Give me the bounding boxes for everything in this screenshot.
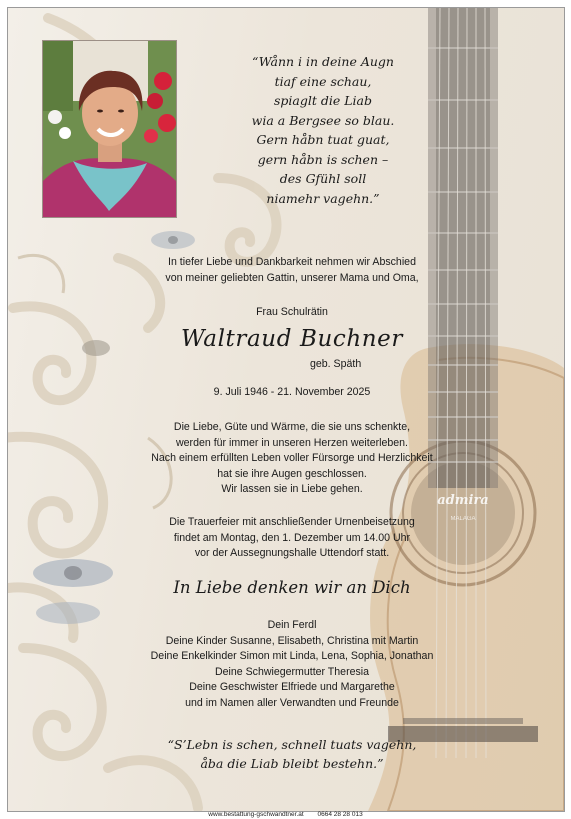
intro-line: von meiner geliebten Gattin, unserer Mama und Oma,: [165, 271, 419, 284]
intro-text: [102, 255, 482, 286]
footer: [0, 811, 571, 818]
portrait-photo: [42, 40, 177, 218]
memorial-heading: In Liebe denken wir an Dich: [173, 578, 411, 597]
mourner-line: Deine Kinder Susanne, Elisabeth, Christina mit Martin: [165, 634, 419, 647]
poem-line: des Gfühl soll: [279, 171, 367, 186]
tribute-text: [102, 420, 482, 498]
deceased-name: Waltraud Buchner: [181, 326, 403, 352]
ceremony-line: Die Trauerfeier mit anschließender Urnenbeisetzung: [169, 516, 415, 528]
ceremony-line: findet am Montag, den 1. Dezember um 14.00 Uhr: [173, 531, 411, 544]
intro-line: In tiefer Liebe und Dankbarkeit nehmen wir Abschied: [168, 256, 416, 268]
tribute-line: Nach einem erfüllten Leben voller Fürsorge und Herzlichkeit: [151, 452, 433, 465]
poem-line: niamehr vagehn.”: [266, 190, 380, 206]
mourner-line: Dein Ferdl: [267, 619, 317, 631]
guitar-model: MALAGA: [450, 516, 476, 522]
poem-line: gern håbn is schen –: [257, 151, 389, 167]
mourners-list: [102, 618, 482, 712]
poem-line: “Wånn i in deine Augn: [252, 54, 394, 69]
mourner-line: Deine Schwiegermutter Theresia: [214, 665, 370, 678]
life-dates: 9. Juli 1946 - 21. November 2025: [213, 386, 371, 398]
ceremony-text: [102, 515, 482, 562]
portrait-image: [43, 41, 176, 217]
closing-quote-line: “S’Lebn is schen, schnell tuats vagehn,: [167, 737, 417, 752]
tribute-line: werden für immer in unseren Herzen weiterleben.: [176, 436, 408, 449]
mourner-line: Deine Enkelkinder Simon mit Linda, Lena, Sophia, Jonathan: [150, 650, 434, 663]
poem-line: Gern håbn tuat guat,: [256, 132, 390, 147]
mourner-line: Deine Geschwister Elfriede und Margarethe: [189, 681, 395, 694]
footer-website[interactable]: www.bestattung-gschwandtner.at: [208, 811, 304, 818]
parte-card: [7, 7, 565, 812]
poem-line: tiaf eine schau,: [274, 73, 372, 89]
tribute-line: Die Liebe, Güte und Wärme, die sie uns schenkte,: [173, 421, 411, 433]
birth-name: geb. Späth: [310, 358, 362, 370]
ceremony-line: vor der Aussegnungshalle Uttendorf statt.: [194, 547, 390, 560]
guitar-brand: admira: [437, 493, 489, 508]
poem: [204, 52, 442, 208]
poem-line: spiaglt die Liab: [274, 93, 372, 108]
poem-line: wia a Bergsee so blau.: [251, 112, 395, 128]
title-prefix: Frau Schulrätin: [256, 306, 328, 318]
tribute-line: Wir lassen sie in Liebe gehen.: [221, 483, 363, 496]
closing-quote-line: åba die Liab bleibt bestehn.”: [200, 756, 384, 771]
mourner-line: und im Namen aller Verwandten und Freunde: [185, 696, 399, 709]
footer-phone: 0664 28 28 013: [317, 811, 363, 818]
closing-quote: [102, 735, 482, 773]
tribute-line: hat sie ihre Augen geschlossen.: [217, 467, 367, 480]
